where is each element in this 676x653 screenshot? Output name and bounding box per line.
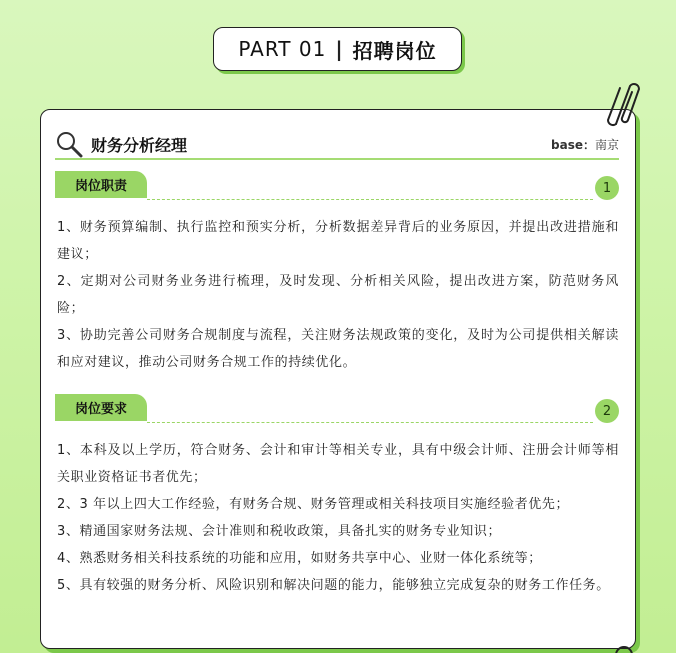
part-label: PART 01 bbox=[238, 37, 327, 61]
paperclip-icon bbox=[606, 78, 640, 130]
section-number-badge: 2 bbox=[595, 399, 619, 423]
section-divider bbox=[147, 199, 593, 200]
base-value: 南京 bbox=[594, 137, 619, 152]
list-item: 4、熟悉财务相关科技系统的功能和应用，如财务共享中心、业财一体化系统等； bbox=[57, 551, 542, 566]
section-divider bbox=[147, 422, 593, 423]
base-label: base： bbox=[551, 137, 595, 152]
part-title: 招聘岗位 bbox=[352, 38, 437, 63]
list-item: 2、3 年以上四大工作经验，有财务合规、财务管理或相关科技项目实施经验者优先； bbox=[57, 497, 570, 512]
header-separator: | bbox=[335, 37, 344, 61]
duties-list bbox=[57, 214, 619, 376]
list-item: 1、本科及以上学历，符合财务、会计和审计等相关专业，具有中级会计师、注册会计师等相关职业资格证书者优先； bbox=[57, 443, 619, 485]
list-item: 2、定期对公司财务业务进行梳理，及时发现、分析相关风险，提出改进方案，防范财务风险； bbox=[57, 274, 619, 316]
requirements-list bbox=[57, 437, 619, 599]
job-header bbox=[55, 128, 619, 160]
part-header bbox=[213, 27, 462, 71]
list-item: 1、财务预算编制、执行监控和预实分析，分析数据差异背后的业务原因，并提出改进措施和建议； bbox=[57, 220, 619, 262]
paperclip-bottom-icon bbox=[612, 641, 636, 653]
job-card bbox=[40, 109, 636, 649]
title-divider bbox=[55, 158, 619, 160]
search-icon bbox=[55, 130, 83, 158]
job-title: 财务分析经理 bbox=[91, 135, 188, 155]
section-number-badge: 1 bbox=[595, 176, 619, 200]
job-location bbox=[551, 136, 619, 153]
list-item: 3、协助完善公司财务合规制度与流程，关注财务法规政策的变化，及时为公司提供相关解读和应对建议，推动公司财务合规工作的持续优化。 bbox=[57, 328, 619, 370]
list-item: 3、精通国家财务法规、会计准则和税收政策，具备扎实的财务专业知识； bbox=[57, 524, 502, 539]
section-tag-duties: 岗位职责 bbox=[55, 171, 147, 198]
list-item: 5、具有较强的财务分析、风险识别和解决问题的能力，能够独立完成复杂的财务工作任务。 bbox=[57, 578, 610, 593]
section-tag-requirements: 岗位要求 bbox=[55, 394, 147, 421]
